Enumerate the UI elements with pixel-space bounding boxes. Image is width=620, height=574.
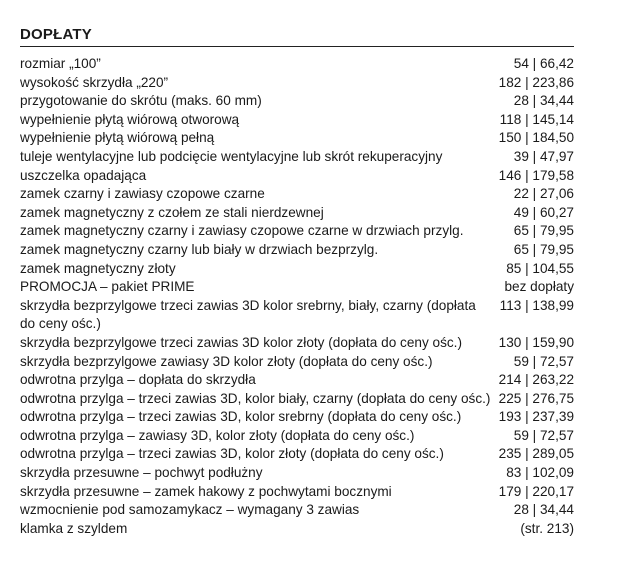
item-label: odwrotna przylga – trzeci zawias 3D, kolor srebrny (dopłata do ceny ośc.) — [20, 409, 462, 425]
item-label: skrzydła bezprzylgowe zawiasy 3D kolor złoty (dopłata do ceny ośc.) — [20, 353, 433, 369]
list-item — [20, 445, 574, 464]
item-price: (str. 213) — [520, 520, 574, 536]
list-item — [20, 129, 574, 148]
item-price: 235 | 289,05 — [498, 446, 574, 462]
list-item — [20, 427, 574, 446]
surcharge-list — [20, 55, 574, 538]
list-item — [20, 222, 574, 241]
item-price: 150 | 184,50 — [498, 130, 574, 146]
item-label: wypełnienie płytą wiórową pełną — [20, 130, 215, 146]
item-price: 65 | 79,95 — [513, 241, 574, 257]
item-label: skrzydła bezprzylgowe trzeci zawias 3D kolor srebrny, biały, czarny (dopłata do ceny ośc.) — [20, 297, 476, 332]
item-label: klamka z szyldem — [20, 520, 128, 536]
list-item — [20, 353, 574, 372]
item-price: 182 | 223,86 — [498, 74, 574, 90]
item-price: 193 | 237,39 — [498, 409, 574, 425]
item-price: 39 | 47,97 — [513, 148, 574, 164]
list-item — [20, 464, 574, 483]
item-price: 22 | 27,06 — [513, 186, 574, 202]
item-label: odwrotna przylga – trzeci zawias 3D, kolor złoty (dopłata do ceny ośc.) — [20, 446, 444, 462]
list-item — [20, 297, 574, 334]
item-price: 214 | 263,22 — [498, 372, 574, 388]
list-item — [20, 520, 574, 539]
item-label: przygotowanie do skrótu (maks. 60 mm) — [20, 93, 262, 109]
item-price: 130 | 159,90 — [498, 334, 574, 350]
surcharges-section — [20, 26, 574, 538]
item-label: wzmocnienie pod samozamykacz – wymagany 3 zawias — [20, 502, 360, 518]
item-label: zamek magnetyczny czarny i zawiasy czopowe czarne w drzwiach przylg. — [20, 223, 464, 239]
item-label: wysokość skrzydła „220” — [20, 74, 169, 90]
item-price: 49 | 60,27 — [513, 204, 574, 220]
item-label: tuleje wentylacyjne lub podcięcie wentylacyjne lub skrót rekuperacyjny — [20, 148, 443, 164]
item-price: 113 | 138,99 — [499, 297, 574, 313]
section-title: DOPŁATY — [20, 26, 574, 47]
item-label: wypełnienie płytą wiórową otworową — [20, 111, 240, 127]
list-item — [20, 167, 574, 186]
item-label: zamek magnetyczny z czołem ze stali nierdzewnej — [20, 204, 324, 220]
item-label: zamek czarny i zawiasy czopowe czarne — [20, 186, 265, 202]
item-price: 83 | 102,09 — [506, 465, 574, 481]
item-label: rozmiar „100” — [20, 56, 101, 71]
item-price: 179 | 220,17 — [498, 483, 574, 499]
item-label: zamek magnetyczny złoty — [20, 260, 176, 276]
item-label: PROMOCJA – pakiet PRIME — [20, 279, 195, 295]
list-item — [20, 111, 574, 130]
item-price: 118 | 145,14 — [499, 111, 574, 127]
list-item — [20, 371, 574, 390]
item-price: 28 | 34,44 — [513, 502, 574, 518]
item-price: 28 | 34,44 — [513, 93, 574, 109]
list-item — [20, 74, 574, 93]
item-price: 146 | 179,58 — [498, 167, 574, 183]
list-item — [20, 408, 574, 427]
list-item — [20, 148, 574, 167]
list-item — [20, 501, 574, 520]
list-item — [20, 92, 574, 111]
list-item — [20, 185, 574, 204]
list-item — [20, 278, 574, 297]
item-price: 85 | 104,55 — [506, 260, 574, 276]
list-item — [20, 241, 574, 260]
item-price: bez dopłaty — [504, 279, 574, 295]
item-label: skrzydła przesuwne – pochwyt podłużny — [20, 465, 263, 481]
item-label: odwrotna przylga – zawiasy 3D, kolor złoty (dopłata do ceny ośc.) — [20, 427, 415, 443]
item-price: 59 | 72,57 — [513, 427, 574, 443]
item-label: odwrotna przylga – dopłata do skrzydła — [20, 372, 256, 388]
item-price: 54 | 66,42 — [513, 56, 574, 71]
item-price: 65 | 79,95 — [513, 223, 574, 239]
item-price: 225 | 276,75 — [498, 390, 574, 406]
item-price: 59 | 72,57 — [513, 353, 574, 369]
list-item — [20, 390, 574, 409]
item-label: odwrotna przylga – trzeci zawias 3D, kolor biały, czarny (dopłata do ceny ośc.) — [20, 390, 491, 406]
list-item — [20, 55, 574, 74]
item-label: zamek magnetyczny czarny lub biały w drzwiach bezprzylg. — [20, 241, 379, 257]
item-label: skrzydła bezprzylgowe trzeci zawias 3D kolor złoty (dopłata do ceny ośc.) — [20, 334, 462, 350]
item-label: uszczelka opadająca — [20, 167, 147, 183]
list-item — [20, 260, 574, 279]
list-item — [20, 483, 574, 502]
item-label: skrzydła przesuwne – zamek hakowy z pochwytami bocznymi — [20, 483, 392, 499]
list-item — [20, 334, 574, 353]
list-item — [20, 204, 574, 223]
